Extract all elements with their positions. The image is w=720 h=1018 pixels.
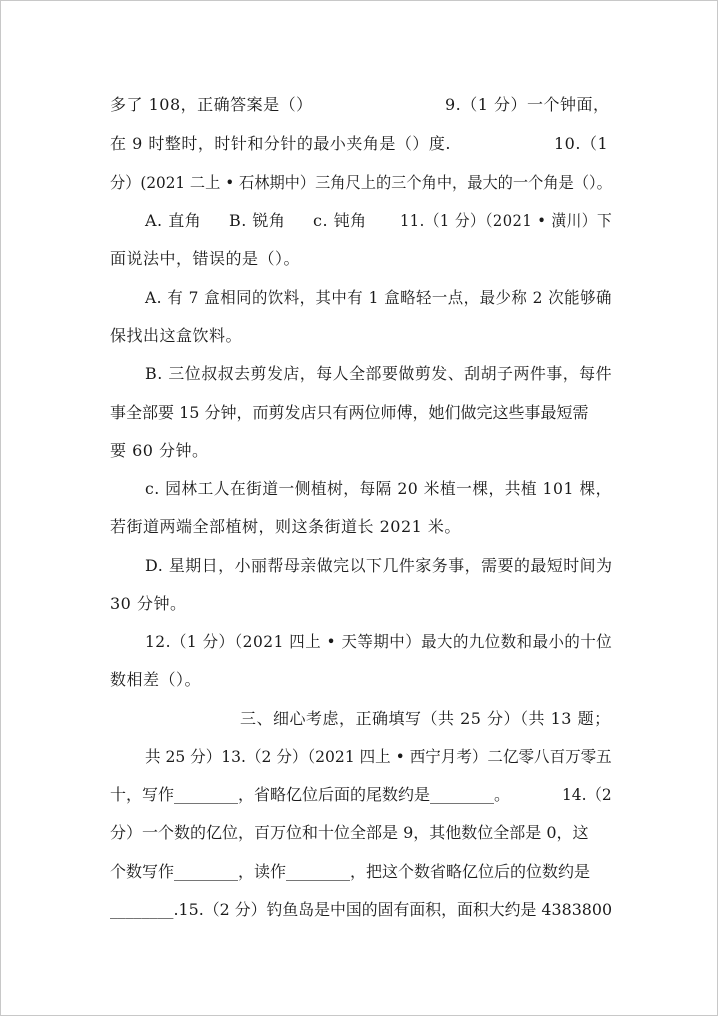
text-segment: ________.15.（2 分）钓鱼岛是中国的固有面积，面积大约是 4383800 bbox=[110, 900, 613, 919]
text-segment: 要 60 分钟。 bbox=[110, 441, 209, 460]
text-segment: 事全部要 15 分钟，而剪发店只有两位师傅，她们做完这些事最短需 bbox=[110, 403, 589, 422]
text-segment: B. 锐角 bbox=[229, 211, 286, 230]
text-segment: c. 园林工人在街道一侧植树，每隔 20 米植一棵，共植 101 棵， bbox=[145, 479, 612, 498]
text-segment: A. 有 7 盒相同的饮料，其中有 1 盒略轻一点，最少称 2 次能够确 bbox=[145, 288, 612, 307]
text-segment: 共 25 分）13.（2 分）（2021 四上 • 西宁月考）二亿零八百万零五 bbox=[145, 747, 612, 766]
text-segment: 三、细心考虑，正确填写（共 25 分）（共 13 题； bbox=[240, 709, 611, 728]
text-segment: 11.（1 分）（2021 • 潢川）下 bbox=[400, 211, 613, 230]
text-segment: 十，写作________，省略亿位后面的尾数约是________。 bbox=[110, 785, 511, 804]
text-segment: 30 分钟。 bbox=[110, 594, 187, 613]
text-segment: c. 钝角 bbox=[313, 211, 367, 230]
text-segment: 分）(2021 二上 • 石林期中）三角尺上的三个角中，最大的一个角是（）。 bbox=[110, 173, 612, 192]
text-segment: 数相差（）。 bbox=[110, 670, 202, 689]
text-segment: 保找出这盒饮料。 bbox=[110, 326, 243, 345]
text-segment: 面说法中，错误的是（）。 bbox=[110, 249, 301, 268]
text-segment: 10.（1 bbox=[554, 134, 609, 153]
text-segment: A. 直角 bbox=[145, 211, 202, 230]
text-segment: 9.（1 分）一个钟面， bbox=[445, 95, 610, 114]
text-segment: D. 星期日，小丽帮母亲做完以下几件家务事，需要的最短时间为 bbox=[145, 556, 613, 575]
text-segment: 若街道两端全部植树，则这条街道长 2021 米。 bbox=[110, 517, 461, 536]
text-segment: 14.（2 bbox=[562, 785, 612, 804]
text-segment: 分）一个数的亿位，百万位和十位全部是 9，其他数位全部是 0，这 bbox=[110, 823, 589, 842]
text-segment: B. 三位叔叔去剪发店，每人全部要做剪发、刮胡子两件事，每件 bbox=[145, 364, 613, 383]
text-segment: 12.（1 分）（2021 四上 • 天等期中）最大的九位数和最小的十位 bbox=[145, 632, 613, 651]
text-segment: 多了 108，正确答案是（） bbox=[110, 95, 313, 114]
text-segment: 在 9 时整时，时针和分针的最小夹角是（）度. bbox=[110, 134, 451, 153]
text-segment: 个数写作________，读作________，把这个数省略亿位后的位数约是 bbox=[110, 862, 591, 881]
